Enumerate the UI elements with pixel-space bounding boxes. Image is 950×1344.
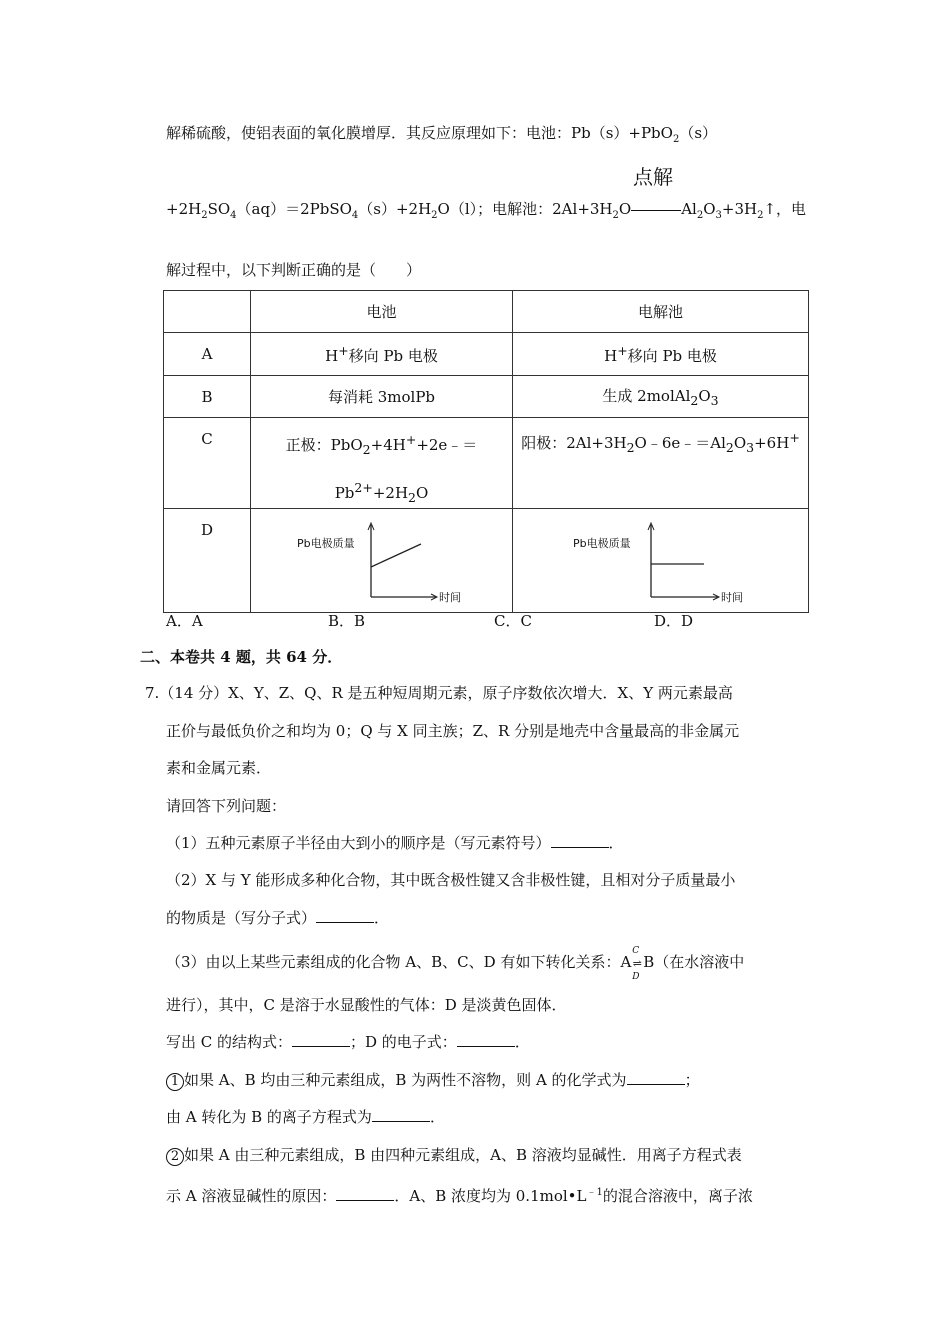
reaction-condition: 点解 (633, 165, 673, 189)
text-segment: O (733, 434, 747, 452)
row-label: A (164, 333, 251, 376)
circled-number: 2 (166, 1148, 184, 1166)
x-axis-label: 时间 (721, 590, 743, 604)
q7-sub-2 (166, 1145, 742, 1166)
q7-part-3-write (166, 1032, 530, 1052)
graph-axes (513, 511, 808, 611)
q7-line-1: 7.（14 分）X、Y、Z、Q、R 是五种短周期元素，原子序数依次增大．X、Y 两元素最高 (145, 684, 733, 702)
subscript-text: 2 (431, 210, 438, 221)
text-segment: 解稀硫酸，使铝表面的氧化膜增厚．其反应原理如下：电池：Pb（s）+PbO (166, 124, 673, 142)
text-segment: Al (681, 200, 697, 218)
subscript-text: 4 (351, 210, 359, 221)
part-1-text: （1）五种元素原子半径由大到小的顺序是（写元素符号） (166, 834, 551, 852)
q7-sub-1 (166, 1070, 700, 1091)
text-segment: +4H (370, 436, 406, 454)
y-axis-label: Pb电极质量 (573, 536, 631, 550)
answer-blank[interactable] (551, 833, 609, 848)
text-segment: （s）+2H (358, 200, 432, 218)
answer-blank[interactable] (627, 1070, 685, 1085)
conversion-arrow (631, 946, 643, 982)
intro-line-2 (166, 199, 806, 226)
text-segment: 正极：PbO (285, 436, 363, 454)
option-a[interactable]: A．A (166, 612, 203, 630)
option-b[interactable]: B．B (328, 612, 366, 630)
text-segment: 阳极：2Al+3H (521, 434, 627, 452)
subscript-text: 2 (672, 134, 680, 145)
text: ．A、B 浓度均为 0.1mol•L (394, 1187, 587, 1205)
circled-number: 1 (166, 1073, 184, 1091)
answer-table (163, 290, 809, 613)
text-segment: O (703, 200, 716, 218)
supscript-text: + (617, 342, 628, 358)
text-segment: 移向 Pb 电极 (627, 346, 717, 365)
subscript-text: 2 (757, 210, 764, 221)
subscript-text: 2 (690, 393, 699, 408)
half-reaction-1 (251, 430, 512, 460)
punct: ． (429, 1108, 445, 1126)
punct: ． (514, 1033, 530, 1051)
x-axis-label: 时间 (439, 590, 461, 604)
text-segment: Pb (334, 484, 355, 502)
electrolysis-graph-cell (513, 509, 809, 613)
row-label: C (164, 418, 251, 509)
text-segment: 移向 Pb 电极 (348, 346, 438, 365)
q7-part-1 (166, 833, 624, 853)
electrolysis-cell (513, 376, 809, 418)
table-row (164, 333, 809, 376)
text: 如果 A 由三种元素组成，B 由四种元素组成，A、B 溶液均显碱性．用离子方程式表 (184, 1146, 742, 1164)
row-label: B (164, 376, 251, 418)
q7-part-3 (166, 946, 745, 982)
electrolysis-mass-graph (513, 511, 808, 611)
text: ；D 的电子式： (350, 1033, 457, 1051)
text: 如果 A、B 均由三种元素组成，B 为两性不溶物，则 A 的化学式为 (184, 1071, 627, 1089)
table-row (164, 509, 809, 613)
graph-axes (251, 511, 512, 611)
equation-right (681, 200, 807, 221)
q7-sub-1-cont (166, 1107, 445, 1127)
subscript-text: 2 (362, 442, 371, 457)
battery-cell (251, 333, 513, 376)
text-segment: H (325, 346, 339, 365)
subscript-text: 3 (710, 393, 719, 408)
subscript-text: 4 (230, 210, 237, 221)
battery-cell (251, 418, 513, 509)
y-axis-label: Pb电极质量 (297, 536, 355, 550)
q7-part-2: （2）X 与 Y 能形成多种化合物，其中既含极性键又含非极性键，且相对分子质量最小 (166, 871, 736, 889)
q7-part-2-cont (166, 908, 389, 928)
electrolysis-cell (513, 333, 809, 376)
text-segment: O (415, 484, 429, 502)
rising-line (371, 544, 421, 567)
text-segment: 每消耗 3molPb (327, 388, 436, 406)
text-segment: SO (207, 200, 231, 218)
q7-line-2: 正价与最低负价之和均为 0；Q 与 X 同主族；Z、R 分别是地壳中含量最高的非金属元 (166, 722, 740, 740)
q7-sub-2-cont (166, 1183, 753, 1206)
punct: ． (374, 909, 390, 927)
superscript: ﹣1 (586, 1187, 603, 1198)
text-segment: +2H (166, 200, 202, 218)
intro-line-1 (166, 123, 717, 150)
text-segment: O (618, 200, 632, 218)
text-segment: O (698, 387, 711, 405)
option-c[interactable]: C．C (494, 612, 532, 630)
header-cell: 电解池 (513, 291, 809, 333)
battery-mass-graph (251, 511, 512, 611)
answer-blank[interactable] (336, 1186, 394, 1201)
text-segment: O（l）；电解池：2Al+3H (437, 200, 613, 218)
part-3-text: （3）由以上某些元素组成的化合物 A、B、C、D 有如下转化关系：A (166, 953, 632, 971)
row-label: D (164, 509, 251, 613)
half-reaction-2 (251, 478, 512, 508)
header-cell: 电池 (251, 291, 513, 333)
supscript-text: 2+ (354, 480, 373, 495)
punct: ． (608, 834, 624, 852)
text-segment: H (604, 346, 618, 365)
text: 示 A 溶液显碱性的原因： (166, 1187, 337, 1205)
punct: ； (684, 1071, 700, 1089)
answer-blank[interactable] (457, 1032, 515, 1047)
text-segment: ↑，电 (763, 200, 807, 218)
text-segment: （s） (679, 124, 718, 142)
section-heading: 二、本卷共 4 题，共 64 分． (140, 648, 343, 666)
equation-line (631, 210, 681, 211)
table-row (164, 418, 809, 509)
supscript-text: + (405, 432, 417, 447)
arrow-bottom-label: D (632, 972, 640, 982)
text: 写出 C 的结构式： (166, 1033, 293, 1051)
text: 的混合溶液中，离子浓 (602, 1187, 753, 1205)
subscript-text: 2 (201, 210, 208, 221)
battery-cell (251, 376, 513, 418)
q7-line-3: 素和金属元素． (166, 759, 272, 777)
subscript-text: 3 (715, 210, 722, 221)
part-3-text-end: B（在水溶液中 (643, 953, 745, 971)
header-cell (164, 291, 251, 333)
option-d[interactable]: D．D (654, 612, 694, 630)
table-row (164, 376, 809, 418)
q7-line-4: 请回答下列问题： (166, 797, 287, 815)
text-segment: （aq）＝2PbSO (236, 200, 352, 218)
subscript-text: 2 (725, 440, 734, 455)
arrow-top-label: C (632, 946, 640, 956)
equilibrium-arrow-icon: ⇌ (632, 957, 642, 970)
subscript-text: 2 (626, 440, 635, 455)
text-segment: 解过程中，以下判断正确的是（ ） (166, 261, 422, 279)
subscript-text: 2 (408, 490, 416, 505)
text: 由 A 转化为 B 的离子方程式为 (166, 1108, 372, 1126)
electrolysis-cell (513, 418, 809, 509)
answer-blank[interactable] (316, 908, 374, 923)
text-segment: +3H (721, 200, 758, 218)
intro-line-3 (166, 260, 421, 280)
subscript-text: 3 (746, 440, 755, 455)
text-segment: +6H (754, 434, 790, 452)
q7-part-3-cont: 进行），其中，C 是溶于水显酸性的气体：D 是淡黄色固体． (166, 996, 567, 1014)
subscript-text: 2 (612, 210, 619, 221)
text-segment: O﹣6e﹣＝Al (634, 434, 726, 452)
supscript-text: + (338, 342, 349, 358)
subscript-text: 2 (696, 210, 704, 221)
text-segment: +2H (372, 484, 409, 502)
text-segment: 生成 2molAl (602, 387, 691, 405)
supscript-text: + (789, 430, 800, 445)
table-header-row (164, 291, 809, 333)
text-segment: +2e﹣＝ (416, 436, 478, 454)
part-2-text: 的物质是（写分子式） (166, 909, 317, 927)
answer-blank[interactable] (372, 1107, 430, 1122)
equation-left (166, 200, 632, 221)
battery-graph-cell (251, 509, 513, 613)
answer-blank[interactable] (292, 1032, 350, 1047)
